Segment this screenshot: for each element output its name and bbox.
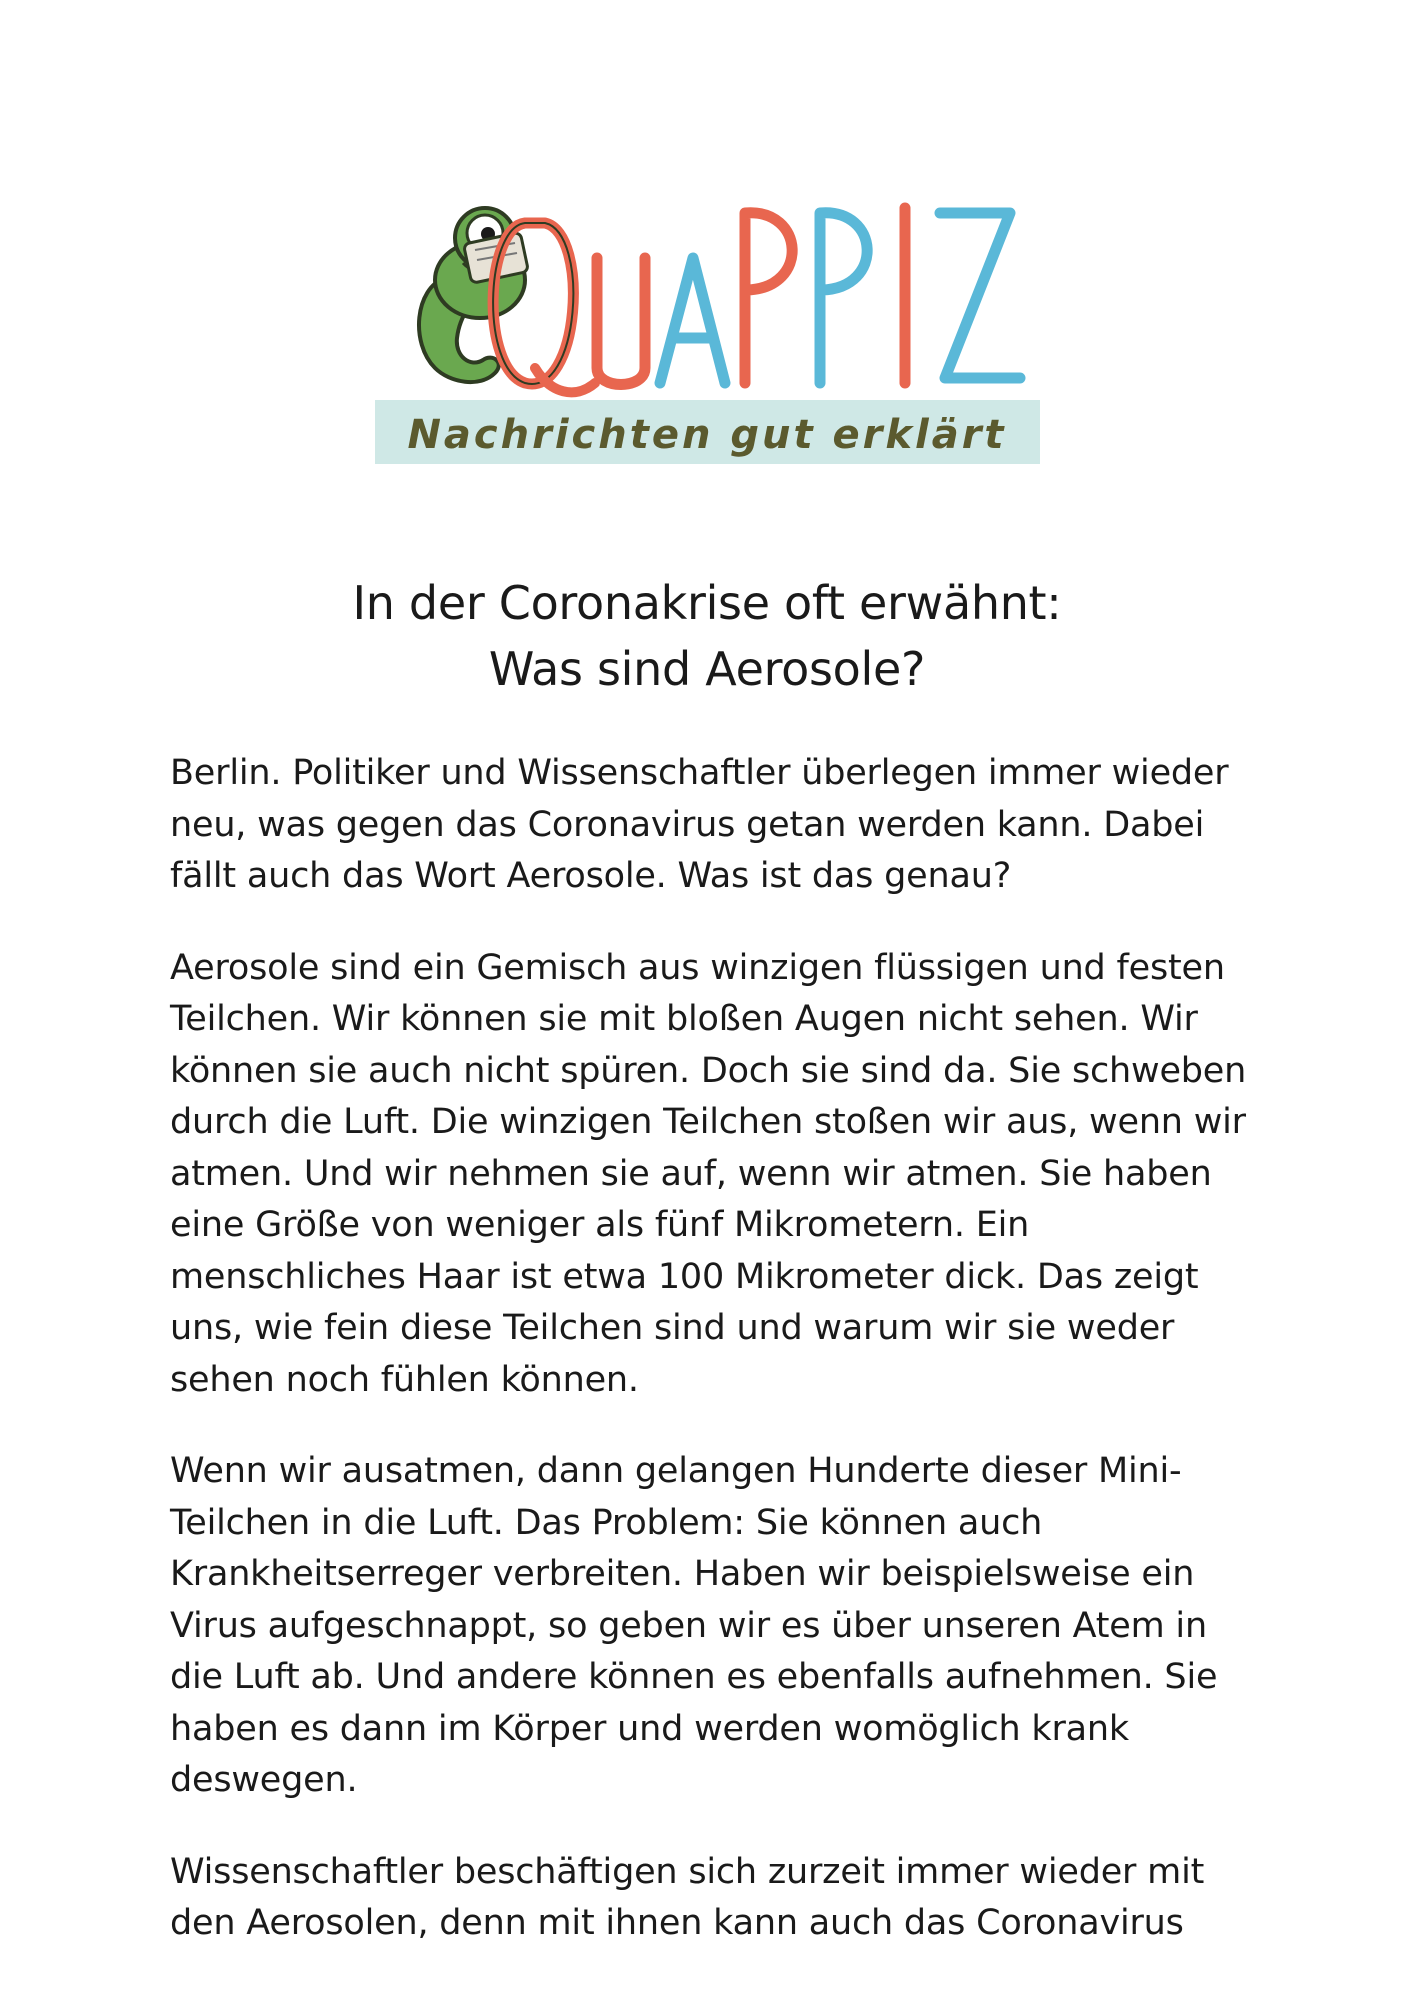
chameleon-logo-icon <box>375 168 1045 478</box>
article-body <box>170 748 1260 1990</box>
headline-line-2: Was sind Aerosole? <box>488 642 926 696</box>
paragraph: Wissenschaftler beschäftigen sich zurzeit immer wieder mit den Aerosolen, denn mit ihnen kann auch das Coronavirus <box>170 1851 1205 1943</box>
logo-tagline: Nachrichten gut erklärt <box>407 412 1007 458</box>
quappiz-logo <box>375 168 1045 478</box>
paragraph: Wenn wir ausatmen, dann gelangen Hunderte dieser Mini-Teilchen in die Luft. Das Problem: Sie können auch Krankheitserreger verbreiten. Haben wir beispielsweise ein Virus aufgeschnappt, so geben wir es über unseren Atem in die Luft ab. Und andere können es ebenfalls aufnehmen. Sie haben es dann im Körper und werden womöglich krank deswegen. <box>170 1451 1218 1800</box>
paragraph: Aerosole sind ein Gemisch aus winzigen flüssigen und festen Teilchen. Wir können sie mit bloßen Augen nicht sehen. Wir können sie auch nicht spüren. Doch sie sind da. Sie schweben durch die Luft. Die winzigen Teilchen stoßen wir aus, wenn wir atmen. Und wir nehmen sie auf, wenn wir atmen. Sie haben eine Größe von weniger als fünf Mikrometern. Ein menschliches Haar ist etwa 100 Mikrometer dick. Das zeigt uns, wie fein diese Teilchen sind und warum wir sie weder sehen noch fühlen können. <box>170 947 1247 1400</box>
paragraph: Berlin. Politiker und Wissenschaftler überlegen immer wieder neu, was gegen das Coronavirus getan werden kann. Dabei fällt auch das Wort Aerosole. Was ist das genau? <box>170 753 1229 896</box>
headline-line-1: In der Coronakrise oft erwähnt: <box>352 576 1062 630</box>
